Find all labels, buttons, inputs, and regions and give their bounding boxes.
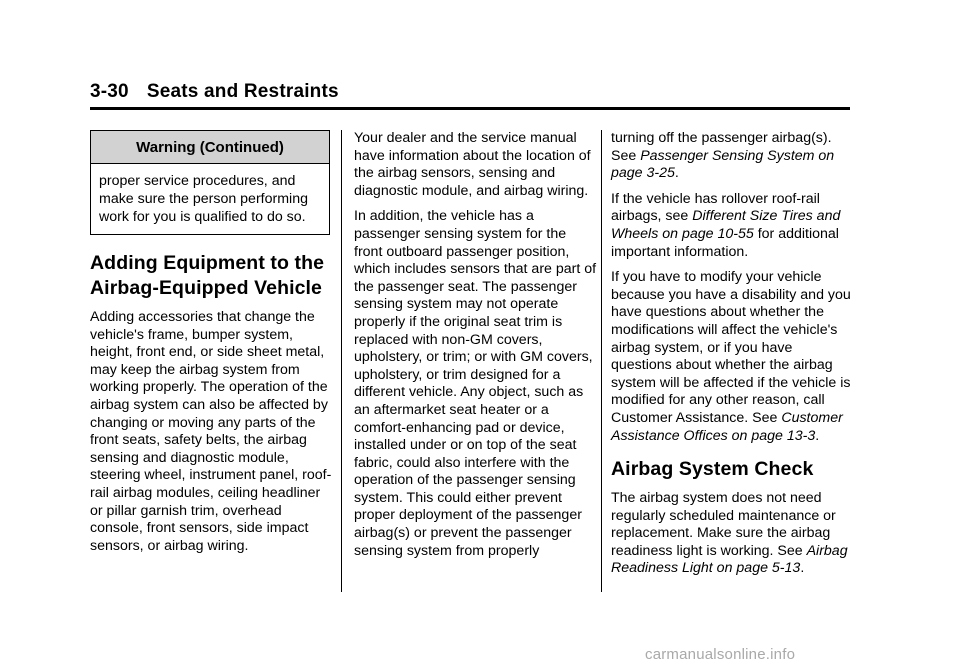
- cross-reference-link[interactable]: Passenger Sensing System on page 3‑25: [611, 147, 835, 182]
- column-3: [611, 130, 855, 586]
- warning-body: proper service procedures, and make sure the person performing work for you is qualified to do so.: [99, 173, 308, 225]
- cross-reference-link[interactable]: Airbag Readiness Light on page 5‑13: [611, 542, 848, 577]
- page-number: 3-30: [90, 81, 129, 102]
- cross-reference-link[interactable]: Different Size Tires and Wheels on page 10‑55: [611, 208, 841, 242]
- paragraph: turning off the passenger airbag(s). See Passenger Sensing System on page 3‑25.: [611, 130, 835, 182]
- section-heading-airbag-check: Airbag System Check: [611, 458, 814, 481]
- page-header: [90, 80, 850, 104]
- paragraph: Your dealer and the service manual have information about the location of the airbag sensors, sensing and diagnostic module, and airbag wiring.: [354, 130, 591, 199]
- paragraph: Adding accessories that change the vehicle's frame, bumper system, height, front end, or side sheet metal, may keep the airbag system from working properly. The operation of the airbag system can also be affected by changing or moving any parts of the front seats, safety belts, the airbag sensing and diagnostic module, steering wheel, instrument panel, roof-rail airbag modules, ceiling headliner or pillar garnish trim, overhead console, front sensors, side impact sensors, or airbag wiring.: [90, 309, 332, 554]
- column-1: [90, 130, 334, 563]
- watermark: carmanualsonline.info: [645, 646, 796, 663]
- column-2: [354, 130, 598, 568]
- column-divider-1: [341, 130, 342, 592]
- header-rule: [90, 107, 850, 110]
- paragraph: In addition, the vehicle has a passenger sensing system for the front outboard passenger position, which includes sensors that are part of the passenger seat. The passenger sensing system may not operate properly if the original seat trim is replaced with non-GM covers, upholstery, or trim; or with GM covers, upholstery, or trim designed for a different vehicle. Any object, such as an aftermarket seat heater or a comfort-enhancing pad or device, installed under or on top of the seat fabric, could also interfere with the operation of the passenger sensing system. This could either prevent proper deployment of the passenger airbag(s) or prevent the passenger sensing system from properly: [354, 208, 597, 559]
- section-title: Seats and Restraints: [146, 81, 339, 102]
- paragraph: The airbag system does not need regularly scheduled maintenance or replacement. Make sure the airbag readiness light is working. See Airbag Readiness Light on page 5‑13.: [611, 490, 848, 577]
- column-divider-2: [601, 130, 602, 592]
- paragraph: If the vehicle has rollover roof-rail airbags, see Different Size Tires and Wheels on page 10‑55 for additional important information.: [611, 190, 841, 260]
- warning-box: [90, 130, 330, 235]
- cross-reference-link[interactable]: Customer Assistance Offices on page 13‑3: [611, 409, 843, 444]
- paragraph: If you have to modify your vehicle because you have a disability and you have questions about whether the modifications will affect the vehicle's airbag system, or if you have questions about whether the airbag system will be affected if the vehicle is modified for any other reason, call Customer Assistance. See Customer Assistance Offices on page 13‑3.: [611, 269, 851, 444]
- section-heading-adding-equipment: Adding Equipment to the Airbag‑Equipped Vehicle: [90, 252, 325, 299]
- warning-title: Warning (Continued): [91, 131, 329, 164]
